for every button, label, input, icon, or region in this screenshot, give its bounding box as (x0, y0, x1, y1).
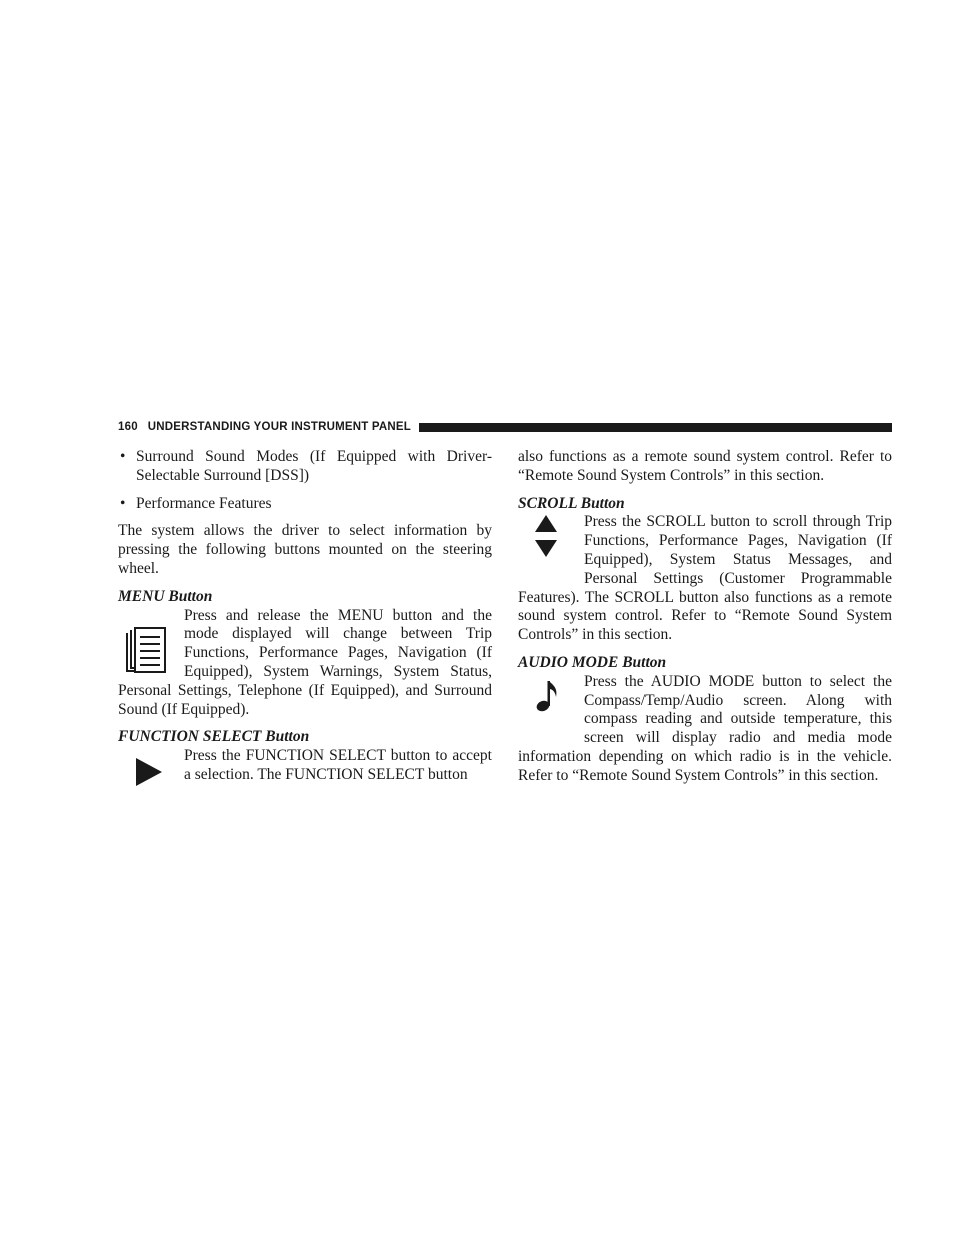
menu-list-icon (118, 607, 184, 682)
page-header (118, 418, 892, 436)
audio-mode-heading: AUDIO MODE Button (518, 653, 667, 671)
audio-mode-description: Press the AUDIO MODE button to select the Compass/Temp/Audio screen. Along with compass reading and outside temperature, this screen will display radio and media mode information depending on which radio is in the vehicle. Refer to “Remote Sound System Controls” in this section. (518, 672, 892, 784)
right-column (518, 448, 892, 786)
function-select-heading: FUNCTION SELECT Button (118, 728, 310, 746)
intro-paragraph: The system allows the driver to select information by pressing the following buttons mounted on the steering wheel. (118, 522, 492, 577)
scroll-button-section (518, 513, 892, 645)
list-item: • Performance Features (118, 495, 492, 514)
menu-button-section (118, 607, 492, 720)
menu-button-description: Press and release the MENU button and the mode displayed will change between Trip Functions, Performance Pages, Navigation (If Equipped), System Warnings, System Status, Personal Settings, Telephone (If Equipped), and Surround Sound (If Equipped). (118, 606, 492, 718)
feature-list (118, 448, 492, 513)
menu-button-heading: MENU Button (118, 587, 213, 605)
section-title: UNDERSTANDING YOUR INSTRUMENT PANEL (147, 421, 411, 433)
header-rule (419, 423, 892, 432)
play-triangle-icon (118, 747, 184, 822)
spacer (518, 486, 892, 495)
audio-mode-section (518, 673, 892, 786)
page-number: 160 (118, 421, 138, 433)
spacer (518, 645, 892, 654)
scroll-button-description: Press the SCROLL button to scroll through Trip Functions, Performance Pages, Navigation (If Equipped), System Status Messages, and Personal Settings (Customer Programmable Features). The SCROLL button also functions as a remote sound system control. Refer to “Remote Sound System Controls” in this section. (518, 513, 892, 644)
spacer (118, 719, 492, 728)
music-note-icon (518, 673, 584, 748)
list-item: • Surround Sound Modes (If Equipped with Driver-Selectable Surround [DSS]) (118, 448, 492, 486)
left-column (118, 448, 492, 822)
function-select-section (118, 747, 492, 785)
up-down-arrows-icon (518, 513, 584, 588)
function-select-continued: also functions as a remote sound system control. Refer to “Remote Sound System Controls” in this section. (518, 448, 892, 484)
function-select-description: Press the FUNCTION SELECT button to accept a selection. The FUNCTION SELECT button (184, 747, 492, 783)
scroll-button-heading: SCROLL Button (518, 494, 625, 512)
